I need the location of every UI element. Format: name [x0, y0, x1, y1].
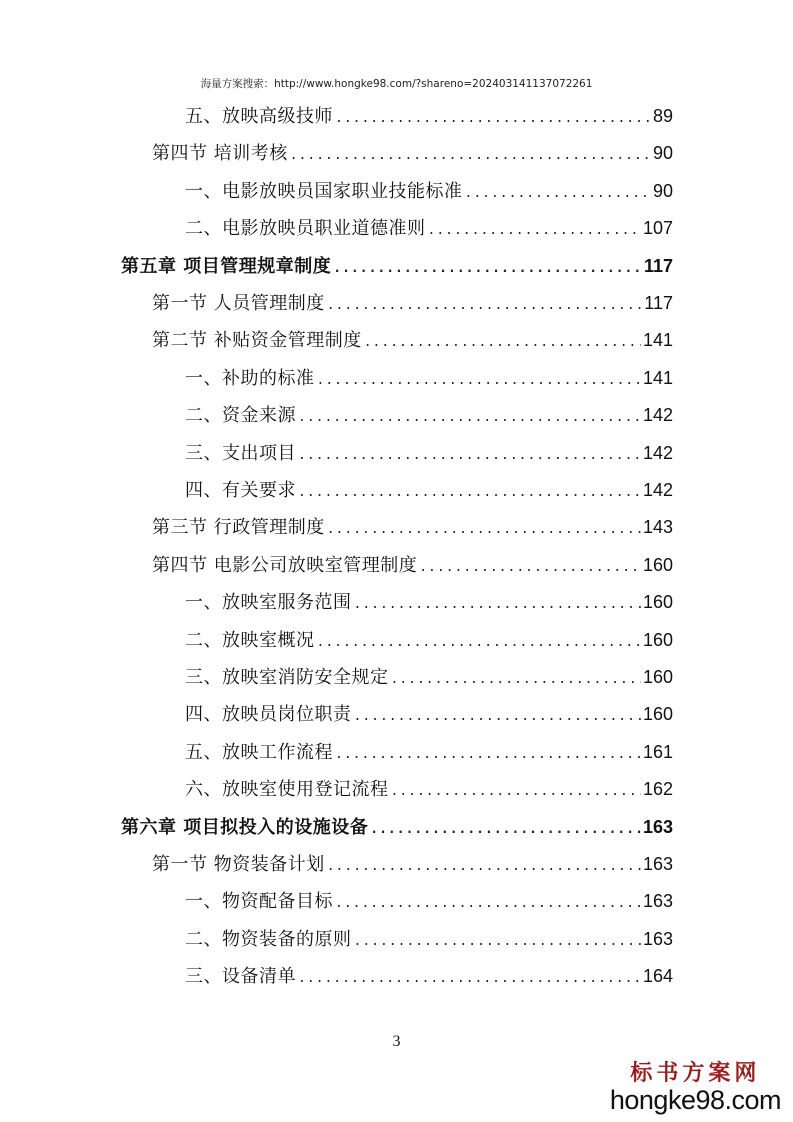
toc-entry-title: 第六章 项目拟投入的设施设备	[121, 816, 369, 838]
toc-dot-leader	[298, 443, 641, 469]
toc-entry-title: 第四节 培训考核	[152, 143, 288, 165]
toc-entry-page: 162	[642, 779, 673, 800]
toc-entry-title: 第三节 行政管理制度	[152, 517, 325, 539]
toc-dot-leader	[335, 742, 641, 768]
toc-entry-title: 一、放映室服务范围	[185, 592, 352, 614]
toc-entry-page: 161	[642, 741, 673, 762]
toc-entry-title: 四、有关要求	[185, 480, 296, 501]
toc-section-entry[interactable]	[152, 327, 673, 353]
toc-section-entry[interactable]	[152, 851, 673, 877]
toc-entry-page: 117	[643, 255, 673, 276]
toc-dot-leader	[317, 630, 641, 656]
toc-entry-page: 160	[642, 554, 673, 575]
toc-subsection-entry[interactable]	[185, 739, 673, 765]
toc-dot-leader	[327, 293, 643, 319]
toc-subsection-entry[interactable]	[185, 664, 673, 690]
toc-chapter-entry[interactable]	[121, 253, 673, 279]
toc-entry-page: 164	[642, 966, 673, 987]
page-header: 海量方案搜索：http://www.hongke98.com/?shareno=202403141137072261	[200, 78, 593, 90]
toc-entry-title: 第一节 人员管理制度	[152, 293, 325, 314]
toc-entry-page: 163	[642, 891, 673, 912]
toc-subsection-entry[interactable]	[185, 178, 673, 204]
toc-subsection-entry[interactable]	[185, 477, 673, 503]
toc-subsection-entry[interactable]	[185, 776, 673, 802]
toc-section-entry[interactable]	[152, 514, 673, 540]
toc-entry-page: 160	[642, 667, 673, 687]
toc-entry-page: 160	[642, 592, 673, 613]
toc-entry-page: 117	[644, 293, 673, 313]
toc-entry-title: 第四节 电影公司放映室管理制度	[152, 554, 418, 576]
toc-dot-leader	[391, 667, 641, 693]
toc-entry-page: 141	[642, 367, 673, 388]
watermark-cn-text: 标书方案网	[630, 1060, 761, 1086]
toc-dot-leader	[370, 817, 641, 843]
toc-entry-title: 三、设备清单	[185, 966, 296, 988]
toc-dot-leader	[335, 891, 641, 917]
toc-dot-leader	[298, 966, 641, 992]
toc-entry-title: 五、放映工作流程	[185, 741, 333, 763]
toc-subsection-entry[interactable]	[185, 365, 673, 391]
toc-subsection-entry[interactable]	[185, 701, 673, 727]
toc-entry-title: 第二节 补贴资金管理制度	[152, 330, 362, 352]
toc-entry-title: 第一节 物资装备计划	[152, 854, 325, 875]
toc-entry-title: 四、放映员岗位职责	[185, 704, 352, 726]
toc-entry-page: 107	[642, 218, 673, 239]
toc-dot-leader	[335, 106, 651, 132]
watermark-logo	[610, 1060, 781, 1114]
toc-entry-page: 90	[652, 143, 673, 164]
toc-subsection-entry[interactable]	[185, 215, 673, 241]
toc-entry-title: 第五章 项目管理规章制度	[121, 255, 332, 277]
toc-dot-leader	[317, 368, 641, 394]
toc-subsection-entry[interactable]	[185, 589, 673, 615]
toc-entry-title: 一、物资配备目标	[185, 891, 333, 913]
watermark-en-text: hongke98.com	[609, 1085, 781, 1115]
toc-subsection-entry[interactable]	[185, 103, 673, 129]
toc-entry-page: 143	[642, 517, 673, 538]
toc-entry-title: 三、支出项目	[185, 442, 296, 464]
toc-subsection-entry[interactable]	[185, 888, 673, 914]
toc-entry-page: 160	[642, 704, 673, 725]
toc-dot-leader	[333, 256, 642, 282]
toc-entry-title: 一、补助的标准	[185, 367, 315, 389]
toc-entry-page: 163	[642, 816, 673, 837]
toc-entry-page: 163	[642, 854, 673, 874]
toc-entry-title: 二、电影放映员职业道德准则	[185, 218, 426, 240]
toc-entry-page: 160	[642, 629, 673, 650]
toc-entry-title: 二、资金来源	[185, 405, 296, 427]
toc-subsection-entry[interactable]	[185, 926, 673, 952]
toc-dot-leader	[298, 480, 641, 506]
page-number: 3	[392, 1033, 401, 1050]
toc-section-entry[interactable]	[152, 552, 673, 578]
toc-entry-title: 二、物资装备的原则	[185, 928, 352, 950]
toc-dot-leader	[391, 779, 641, 805]
toc-entry-title: 一、电影放映员国家职业技能标准	[185, 180, 463, 202]
toc-entry-page: 89	[652, 106, 673, 126]
toc-subsection-entry[interactable]	[185, 402, 673, 428]
toc-dot-leader	[298, 405, 641, 431]
toc-dot-leader	[327, 854, 641, 880]
toc-dot-leader	[465, 181, 651, 207]
toc-entry-page: 163	[642, 928, 673, 949]
toc-entry-page: 142	[642, 405, 673, 426]
toc-entry-title: 六、放映室使用登记流程	[185, 779, 389, 801]
toc-entry-title: 三、放映室消防安全规定	[185, 667, 389, 688]
toc-chapter-entry[interactable]	[121, 814, 673, 840]
toc-entry-page: 142	[642, 480, 673, 500]
toc-dot-leader	[327, 517, 641, 543]
toc-dot-leader	[419, 555, 641, 581]
toc-entry-title: 五、放映高级技师	[185, 106, 333, 127]
toc-dot-leader	[354, 929, 641, 955]
toc-section-entry[interactable]	[152, 140, 673, 166]
toc-entry-page: 142	[642, 442, 673, 463]
toc-dot-leader	[290, 143, 651, 169]
toc-subsection-entry[interactable]	[185, 963, 673, 989]
toc-subsection-entry[interactable]	[185, 440, 673, 466]
toc-dot-leader	[354, 704, 641, 730]
toc-subsection-entry[interactable]	[185, 627, 673, 653]
toc-entry-title: 二、放映室概况	[185, 629, 315, 651]
toc-entry-page: 141	[642, 330, 673, 351]
toc-dot-leader	[428, 218, 641, 244]
toc-dot-leader	[364, 330, 641, 356]
toc-entry-page: 90	[652, 180, 673, 201]
toc-section-entry[interactable]	[152, 290, 673, 316]
toc-dot-leader	[354, 592, 641, 618]
